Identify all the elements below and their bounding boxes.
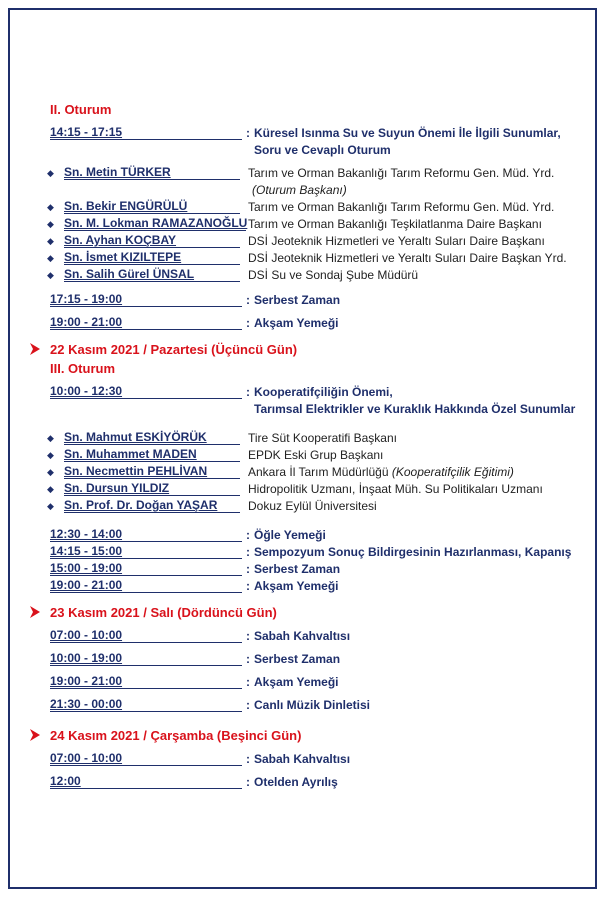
schedule-row: 14:15 - 15:00 : Sempozyum Sonuç Bildirgesinin Hazırlanması, Kapanış [50, 544, 572, 559]
speaker-row: ◆ Sn. M. Lokman RAMAZANOĞLU Tarım ve Orman Bakanlığı Teşkilatlanma Daire Başkanı [47, 216, 542, 231]
bullet-icon: ◆ [47, 450, 54, 460]
day-title: 23 Kasım 2021 / Salı (Dördüncü Gün) [50, 603, 609, 622]
schedule-row: 15:00 - 19:00 : Serbest Zaman [50, 561, 341, 576]
schedule-row: 19:00 - 21:00 : Akşam Yemeği [50, 578, 339, 593]
time-slot: 14:15 - 17:15 [50, 125, 242, 140]
speaker-row: ◆ Sn. Dursun YILDIZ Hidropolitik Uzmanı, İnşaat Müh. Su Politikaları Uzmanı [47, 481, 543, 496]
session-topic-line2: Soru ve Cevaplı Oturum [254, 143, 391, 157]
schedule-row: 19:00 - 21:00 : Akşam Yemeği [50, 315, 339, 330]
schedule-row: 12:00 : Otelden Ayrılış [50, 774, 338, 789]
session-topic: Küresel Isınma Su ve Suyun Önemi İle İlgili Sunumlar, [254, 126, 561, 140]
bullet-icon: ◆ [47, 219, 54, 229]
speaker-row: ◆ Sn. Muhammet MADEN EPDK Eski Grup Başkanı [47, 447, 384, 462]
day-title: 24 Kasım 2021 / Çarşamba (Beşinci Gün) [50, 726, 609, 745]
schedule-row: 19:00 - 21:00 : Akşam Yemeği [50, 674, 339, 689]
day-title: 22 Kasım 2021 / Pazartesi (Üçüncü Gün) [50, 340, 609, 359]
schedule-row: 07:00 - 10:00 : Sabah Kahvaltısı [50, 628, 351, 643]
schedule-row: 21:30 - 00:00 : Canlı Müzik Dinletisi [50, 697, 371, 712]
schedule-row: 12:30 - 14:00 : Öğle Yemeği [50, 527, 326, 542]
schedule-row: 10:00 - 19:00 : Serbest Zaman [50, 651, 341, 666]
speaker-row: ◆ Sn. Ayhan KOÇBAY DSİ Jeoteknik Hizmetleri ve Yeraltı Suları Daire Başkanı [47, 233, 545, 248]
session-title: III. Oturum [50, 361, 115, 376]
speaker-row: ◆ Sn. Metin TÜRKER Tarım ve Orman Bakanlığı Tarım Reformu Gen. Müd. Yrd. (Oturum Başkanı) [47, 165, 555, 197]
bullet-icon: ◆ [47, 253, 54, 263]
speaker-row: ◆ Sn. İsmet KIZILTEPE DSİ Jeoteknik Hizmetleri ve Yeraltı Suları Daire Başkan Yrd. [47, 250, 567, 265]
chevron-right-icon [28, 728, 42, 742]
bullet-icon: ◆ [47, 467, 54, 477]
session-header-row: 10:00 - 12:30 : Kooperatifçiliğin Önemi, Tarımsal Elektrikler ve Kuraklık Hakkında Özel Sunumlar [50, 384, 576, 416]
session-header-row: 14:15 - 17:15 : Küresel Isınma Su ve Suyun Önemi İle İlgili Sunumlar, Soru ve Cevaplı Oturum [50, 125, 561, 157]
bullet-icon: ◆ [47, 433, 54, 443]
bullet-icon: ◆ [47, 168, 54, 178]
schedule-row: 07:00 - 10:00 : Sabah Kahvaltısı [50, 751, 351, 766]
bullet-icon: ◆ [47, 501, 54, 511]
session-title: II. Oturum [50, 102, 112, 117]
schedule-row: 17:15 - 19:00 : Serbest Zaman [50, 292, 341, 307]
bullet-icon: ◆ [47, 202, 54, 212]
program-content [47, 100, 609, 791]
chevron-right-icon [28, 342, 42, 356]
speaker-row: ◆ Sn. Mahmut ESKİYÖRÜK Tire Süt Kooperatifi Başkanı [47, 430, 397, 445]
chevron-right-icon [28, 605, 42, 619]
speaker-row: ◆ Sn. Bekir ENGÜRÜLÜ Tarım ve Orman Bakanlığı Tarım Reformu Gen. Müd. Yrd. [47, 199, 555, 214]
bullet-icon: ◆ [47, 484, 54, 494]
speaker-row: ◆ Sn. Necmettin PEHLİVAN Ankara İl Tarım Müdürlüğü (Kooperatifçilik Eğitimi) [47, 464, 514, 479]
speaker-row: ◆ Sn. Prof. Dr. Doğan YAŞAR Dokuz Eylül Üniversitesi [47, 498, 377, 513]
bullet-icon: ◆ [47, 270, 54, 280]
bullet-icon: ◆ [47, 236, 54, 246]
speaker-row: ◆ Sn. Salih Gürel ÜNSAL DSİ Su ve Sondaj Şube Müdürü [47, 267, 419, 282]
